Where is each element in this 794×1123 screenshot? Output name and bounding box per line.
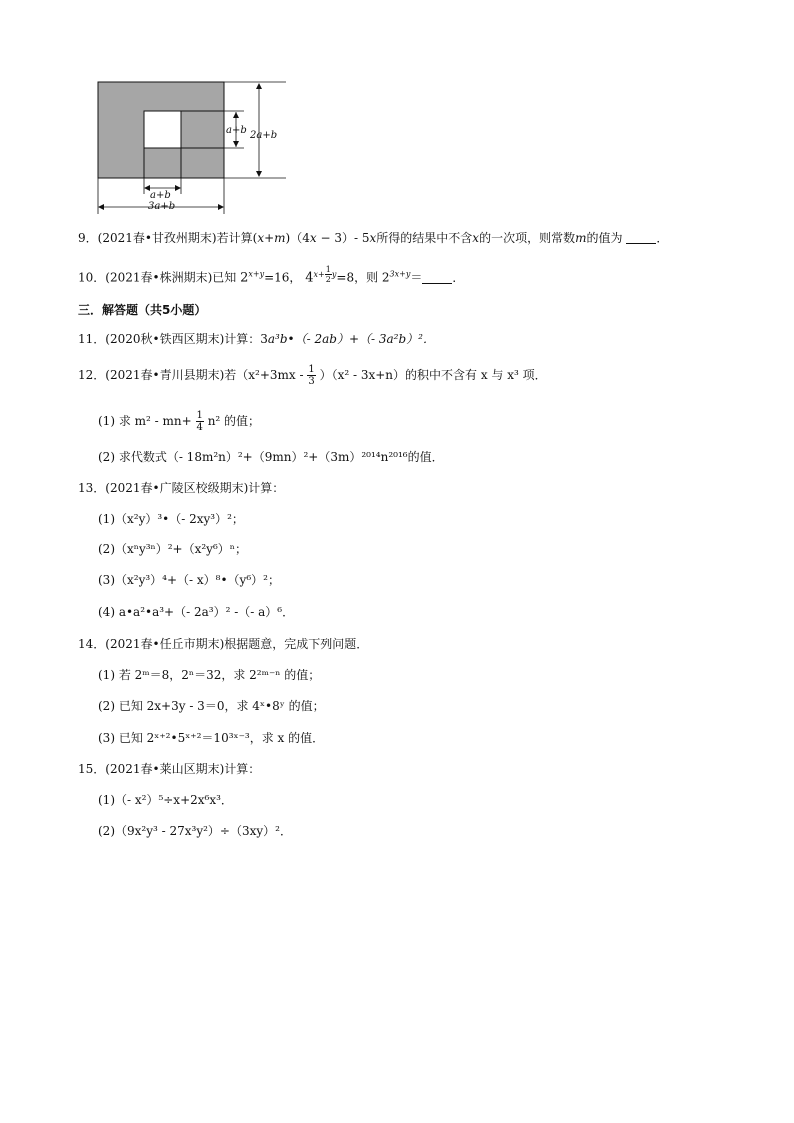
question-10: 10．(2021春•株洲期末)已知 $2^{x+y}=16$， $4^{x+ \frac{1}{2} y}=8$，则 $2^{3x+y}=$ ． <box>78 265 465 286</box>
question-11: 11．(2020秋•铁西区期末)计算：3a³b•（- 2ab）+（- 3a²b）²． <box>78 332 435 346</box>
label-bottom-inner: a+b <box>150 190 171 201</box>
label-bottom-outer: 3a+b <box>148 201 176 212</box>
question-15-part-1: (1)（- x²）⁵÷x+2x⁶x³． <box>98 793 233 807</box>
question-13: 13．(2021春•广陵区校级期末)计算： <box>78 481 285 495</box>
question-12-part-1: (1) 求 m² - mn+ $\frac{1}{4}$ n² 的值； <box>98 410 261 433</box>
label-side-outer: 2a+b <box>250 130 278 141</box>
label-side-inner: a+b <box>226 125 247 136</box>
question-12-part-2: (2) 求代数式（- 18m²n）²+（9mn）²+（3m）²⁰¹⁴n²⁰¹⁶的值． <box>98 450 444 464</box>
question-13-part-2: (2)（xⁿy³ⁿ）²+（x²y⁶）ⁿ； <box>98 542 247 556</box>
answer-blank[interactable] <box>422 271 452 284</box>
question-15-part-2: (2)（9x²y³ - 27x³y²）÷（3xy）²． <box>98 824 292 838</box>
question-13-part-1: (1)（x²y）³•（- 2xy³）²； <box>98 512 244 526</box>
inner-white-square <box>144 111 181 148</box>
question-13-part-4: (4) a•a²•a³+（- 2a³）² -（- a）⁶． <box>98 605 295 619</box>
rectangle-figure <box>92 78 292 218</box>
answer-blank[interactable] <box>626 231 656 244</box>
fraction: $\frac{1}{3}$ <box>308 364 315 387</box>
question-14-part-2: (2) 已知 2x+3y - 3＝0，求 4ˣ•8ʸ 的值； <box>98 699 325 713</box>
fraction: $\frac{1}{4}$ <box>196 410 203 433</box>
question-14-part-1: (1) 若 2ᵐ＝8，2ⁿ＝32，求 2²ᵐ⁻ⁿ 的值； <box>98 668 321 682</box>
question-12: 12．(2021春•青川县期末)若（x²+3mx - $\frac{1}{3}$ ）（x² - 3x+n）的积中不含有 x 与 x³ 项． <box>78 364 547 387</box>
question-9: 9．(2021春•甘孜州期末)若计算(x+m)（4x − 3）- 5x所得的结果中不含x的一次项，则常数m的值为 ． <box>78 231 669 245</box>
question-13-part-3: (3)（x²y³）⁴+（- x）⁸•（y⁶）²； <box>98 573 280 587</box>
question-14: 14．(2021春•任丘市期末)根据题意，完成下列问题． <box>78 637 369 651</box>
question-15: 15．(2021春•莱山区期末)计算： <box>78 762 261 776</box>
section-heading: 三．解答题（共5小题） <box>78 303 207 317</box>
question-14-part-3: (3) 已知 2ˣ⁺²•5ˣ⁺²＝10³ˣ⁻³，求 x 的值． <box>98 731 325 745</box>
